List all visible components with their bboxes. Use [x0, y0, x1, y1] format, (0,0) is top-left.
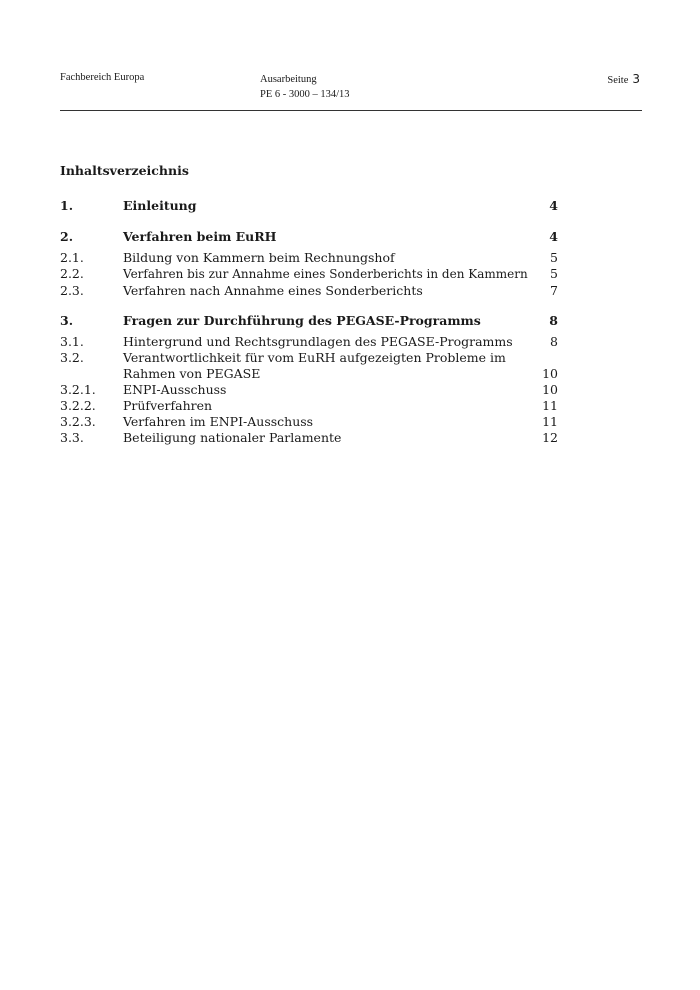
page-label: Seite: [607, 75, 629, 86]
toc-entry-number: 3.2.2.: [60, 398, 96, 413]
toc-entry-page: 4: [549, 198, 558, 213]
toc-entry-number: 3.2.3.: [60, 414, 96, 429]
department-name: Fachbereich Europa: [60, 72, 145, 83]
toc-entry-title: Verfahren im ENPI-Ausschuss: [123, 414, 314, 429]
toc-entry-page: 8: [549, 313, 558, 328]
page-number: 3: [632, 72, 640, 86]
toc-entry-page: 12: [542, 430, 558, 445]
toc-entry-number: 3.2.1.: [60, 382, 96, 397]
page-header: [60, 72, 642, 111]
toc-entry-page: 5: [550, 266, 558, 281]
toc-entry-page: 5: [550, 250, 558, 265]
document-type: Ausarbeitung: [260, 74, 317, 85]
toc-entry-page: 11: [542, 414, 558, 429]
toc-entry-number: 1.: [60, 198, 74, 213]
toc-entry-title: Beteiligung nationaler Parlamente: [123, 430, 342, 445]
toc-title: Inhaltsverzeichnis: [60, 163, 189, 178]
toc-entry-title: Verantwortlichkeit für vom EuRH aufgezeigten Probleme im: [123, 350, 506, 365]
toc-entry-page: 10: [542, 366, 558, 381]
toc-entry-page: 7: [550, 283, 558, 298]
toc-entry-title: Prüfverfahren: [123, 398, 213, 413]
toc-entry-number: 3.2.: [60, 350, 84, 365]
toc-entry-page: 8: [550, 334, 558, 349]
toc-entry-number: 3.1.: [60, 334, 84, 349]
toc-entry-title-continued: Rahmen von PEGASE: [123, 366, 261, 381]
toc-entry-number: 2.2.: [60, 266, 84, 281]
toc-entry-number: 3.: [60, 313, 74, 328]
document-reference: PE 6 - 3000 – 134/13: [260, 89, 350, 100]
toc-entry-number: 2.1.: [60, 250, 84, 265]
toc-entry-title: Verfahren beim EuRH: [123, 229, 277, 244]
toc-entry-title: ENPI-Ausschuss: [123, 382, 227, 397]
toc-entry-title: Hintergrund und Rechtsgrundlagen des PEGASE-Programms: [123, 334, 513, 349]
page-indicator: [607, 72, 640, 86]
toc-entry-title: Verfahren nach Annahme eines Sonderberichts: [123, 283, 423, 298]
toc-entry-title: Bildung von Kammern beim Rechnungshof: [123, 250, 395, 265]
toc-entry-page: 11: [542, 398, 558, 413]
toc-entry-number: 3.3.: [60, 430, 84, 445]
toc-entry[interactable]: [60, 350, 558, 382]
toc-entry-number: 2.3.: [60, 283, 84, 298]
toc-entry-number: 2.: [60, 229, 74, 244]
toc-entry-title: Einleitung: [123, 198, 197, 213]
toc-entry-page: 4: [549, 229, 558, 244]
toc-entry-title: Verfahren bis zur Annahme eines Sonderberichts in den Kammern: [123, 267, 528, 281]
toc-entry-title: Fragen zur Durchführung des PEGASE-Programms: [123, 313, 481, 328]
toc-entry-page: 10: [542, 382, 558, 397]
document-id: [260, 72, 350, 102]
